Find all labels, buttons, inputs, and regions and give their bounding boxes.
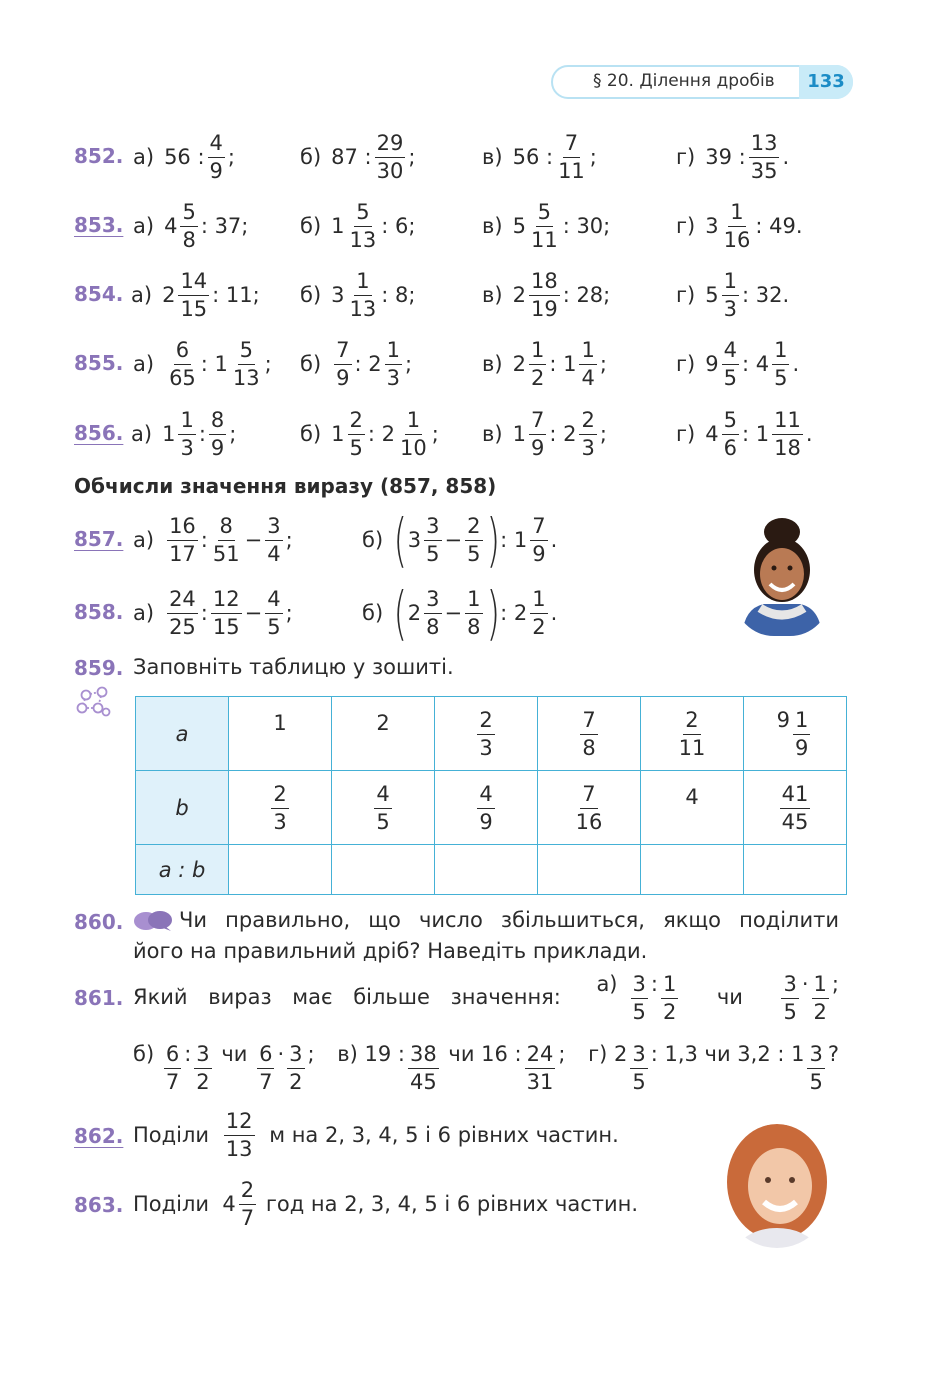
item-g: г) 3 1 16 : 49.: [676, 199, 803, 252]
item-v: в) 2 18 19 : 28;: [482, 268, 611, 321]
problem-number: 853.: [74, 213, 124, 237]
red-haired-girl-photo: [720, 1124, 834, 1248]
row-header-a: a: [136, 697, 229, 771]
item-v: в) 2 1 2 : 1 1 4 ;: [482, 337, 607, 390]
girl-with-headphones-photo: [734, 512, 830, 636]
item-b: б) ( 3 3 5 − 2 5 ) : 1 7 9 .: [362, 506, 558, 574]
problem-number: 854.: [74, 282, 124, 306]
table-row-ab: [136, 845, 847, 895]
item-b: б) 1 2 5 : 2 1 10 ;: [300, 407, 439, 460]
item-b: б) ( 2 3 8 − 1 8 ) : 2 1 2 .: [362, 579, 558, 647]
table-cell: [538, 845, 641, 895]
table-cell: [435, 845, 538, 895]
item-a: а) 6 65 : 1 5 13 ;: [133, 337, 272, 390]
molecule-icon: [76, 686, 112, 724]
problem-number-863: 863.: [74, 1193, 124, 1217]
problem-number: 857.: [74, 527, 124, 551]
problem-number: 856.: [74, 421, 124, 445]
problem-860-text: Чи правильно, що число збільшиться, якщо поділити його на правильний дріб? Наведіть приклади.: [133, 908, 839, 963]
table-cell: [641, 845, 744, 895]
item-g: г) 5 1 3 : 32.: [676, 268, 790, 321]
table-cell: $\frac{7}{16}$: [538, 771, 641, 845]
item-a: а) 56 : 4 9 ;: [133, 130, 235, 183]
row-header-ab: a : b: [136, 845, 229, 895]
item-b: б) 87 : 29 30 ;: [300, 130, 416, 183]
table-cell: 2: [332, 697, 435, 771]
item-v: в) 56 : 7 11 ;: [482, 130, 597, 183]
table-cell: $\frac{2}{11}$: [641, 697, 744, 771]
item-a: а) 24 25 : 12 15 − 4 5 ;: [133, 586, 293, 639]
table-cell: [229, 845, 332, 895]
page-header: [551, 65, 853, 99]
table-cell: 9 $\frac{1}{9}$: [744, 697, 847, 771]
table-cell: 4: [641, 771, 744, 845]
section-title: § 20. Ділення дробів: [593, 71, 775, 91]
problem-number-860: 860.: [74, 910, 124, 934]
speech-bubbles-icon: [133, 910, 173, 932]
values-table: [135, 696, 847, 895]
table-row-a: [136, 697, 847, 771]
item-b: б) 3 1 13 : 8;: [300, 268, 416, 321]
item-a: а) 16 17 : 8 51 − 3 4 ;: [133, 513, 293, 566]
table-cell: [332, 845, 435, 895]
table-cell: $\frac{2}{3}$: [229, 771, 332, 845]
item-a: а) 1 1 3 : 8 9 ;: [131, 407, 237, 460]
section-heading: Обчисли значення виразу (857, 858): [74, 474, 497, 498]
item-a: а) 2 14 15 : 11;: [131, 268, 260, 321]
problem-number-859: 859.: [74, 656, 124, 680]
problem-number: 852.: [74, 144, 124, 168]
table-row-b: [136, 771, 847, 845]
table-cell: $\frac{7}{8}$: [538, 697, 641, 771]
table-cell: 1: [229, 697, 332, 771]
problem-number: 858.: [74, 600, 124, 624]
item-b: б) 7 9 : 2 1 3 ;: [300, 337, 413, 390]
table-cell: $\frac{41}{45}$: [744, 771, 847, 845]
item-g: г) 9 4 5 : 4 1 5 .: [676, 337, 800, 390]
problem-number-862: 862.: [74, 1124, 124, 1148]
item-v: в) 1 7 9 : 2 2 3 ;: [482, 407, 607, 460]
problem-859-text: Заповніть таблицю у зошиті.: [133, 655, 454, 679]
table-cell: [744, 845, 847, 895]
item-a: а) 4 5 8 : 37;: [133, 199, 249, 252]
problem-number-861: 861.: [74, 986, 124, 1010]
page-number: 133: [799, 65, 853, 99]
table-cell: $\frac{4}{9}$: [435, 771, 538, 845]
problem-862-text: Поділи 12 13 м на 2, 3, 4, 5 і 6 рівних частин.: [133, 1108, 619, 1161]
table-cell: $\frac{4}{5}$: [332, 771, 435, 845]
item-b: б) 1 5 13 : 6;: [300, 199, 416, 252]
problem-861-line1: Який вираз має більше значення: а) $\frac{3}{5}$ : $\frac{1}{2}$ чи $\frac{3}{5}$ · $\frac{1}{2}$ ;: [133, 971, 839, 1024]
item-g: г) 4 5 6 : 1 11 18 .: [676, 407, 813, 460]
table-cell: $\frac{2}{3}$: [435, 697, 538, 771]
item-v: в) 5 5 11 : 30;: [482, 199, 611, 252]
item-g: г) 39 : 13 35 .: [676, 130, 790, 183]
problem-863-text: Поділи 4 2 7 год на 2, 3, 4, 5 і 6 рівних частин.: [133, 1177, 639, 1230]
row-header-b: b: [136, 771, 229, 845]
problem-861-line2: б) $\frac{6}{7}$ : $\frac{3}{2}$ чи $\frac{6}{7}$ · $\frac{3}{2}$ ; в) 19 : $\frac{38}{45}$ чи 16 : $\frac{24}{31}$ ; г) 2 $\frac{3}{5}$ : 1,3 чи 3,2 : 1 $\frac{3}{5}$ ?: [133, 1041, 839, 1094]
problem-number: 855.: [74, 351, 124, 375]
